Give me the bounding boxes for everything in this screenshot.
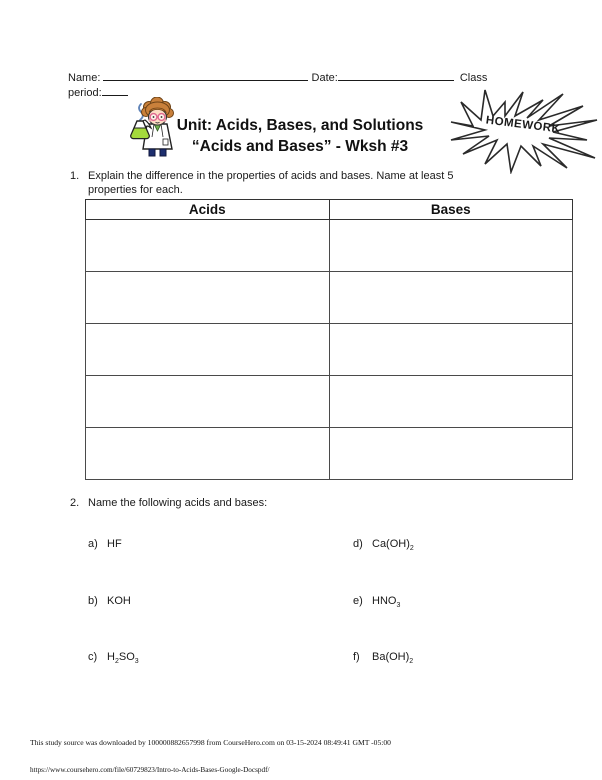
item-label: f) (353, 651, 360, 663)
item-label: d) (353, 538, 363, 550)
table-row (86, 272, 573, 324)
table-header-row (86, 200, 573, 220)
naming-items-grid (88, 538, 558, 675)
chemical-formula: $Ca(OH)_2$ (372, 538, 414, 553)
question-item (353, 651, 558, 675)
table-row (86, 324, 573, 376)
chemical-formula: $H_2SO_3$ (107, 651, 139, 666)
empty-cell (329, 272, 573, 324)
question-item (353, 595, 558, 651)
question-item (88, 538, 353, 595)
item-label: e) (353, 595, 363, 607)
item-label: c) (88, 651, 98, 663)
question1-prompt (88, 170, 528, 197)
empty-cell (86, 376, 330, 428)
worksheet-subtitle: “Acids and Bases” - Wksh #3 (191, 138, 409, 155)
period-label: period: (68, 87, 102, 99)
question2-prompt: Name the following acids and bases: (88, 497, 268, 509)
question1-prompt-line2: properties for each. (88, 183, 183, 196)
name-blank-line (103, 69, 308, 81)
download-attribution: This study source was downloaded by 100000882657998 from CourseHero.com on 03-15-2024 08:49:41 GMT -05:00 (30, 738, 391, 747)
question2-number: 2. (70, 497, 80, 509)
title-block (130, 115, 470, 157)
chemical-formula: $Ba(OH)_2$ (372, 651, 414, 666)
question-item (88, 651, 353, 675)
homework-badge-label: HOMEWORK (485, 114, 561, 136)
properties-table (85, 199, 573, 480)
chemical-formula: $HNO_3$ (372, 595, 401, 610)
unit-title: Unit: Acids, Bases, and Solutions (176, 117, 424, 134)
name-label: Name: (68, 72, 101, 84)
header-line-1 (68, 69, 487, 85)
chemical-formula: KOH (107, 595, 131, 607)
question-item (353, 538, 558, 595)
period-blank-line (102, 84, 128, 96)
homework-badge (447, 88, 601, 174)
table-row (86, 376, 573, 428)
empty-cell (329, 376, 573, 428)
empty-cell (329, 428, 573, 480)
chemical-formula: HF (107, 538, 122, 550)
header-line-2 (68, 84, 128, 100)
item-label: b) (88, 595, 98, 607)
properties-table-body (86, 220, 573, 480)
date-blank-line (338, 69, 454, 81)
question1-prompt-line1: Explain the difference in the properties of acids and bases. Name at least 5 (88, 170, 454, 182)
question-item (88, 595, 353, 651)
empty-cell (86, 272, 330, 324)
item-label: a) (88, 538, 98, 550)
table-row (86, 428, 573, 480)
bases-column-header: Bases (329, 200, 573, 220)
empty-cell (329, 220, 573, 272)
class-label: Class (459, 72, 488, 84)
acids-column-header: Acids (86, 200, 330, 220)
empty-cell (86, 324, 330, 376)
empty-cell (86, 220, 330, 272)
source-url: https://www.coursehero.com/file/60729823/Intro-to-Acids-Bases-Google-Docspdf/ (30, 766, 270, 774)
question1-number: 1. (70, 170, 80, 182)
empty-cell (86, 428, 330, 480)
date-label: Date: (311, 72, 338, 84)
empty-cell (329, 324, 573, 376)
table-row (86, 220, 573, 272)
